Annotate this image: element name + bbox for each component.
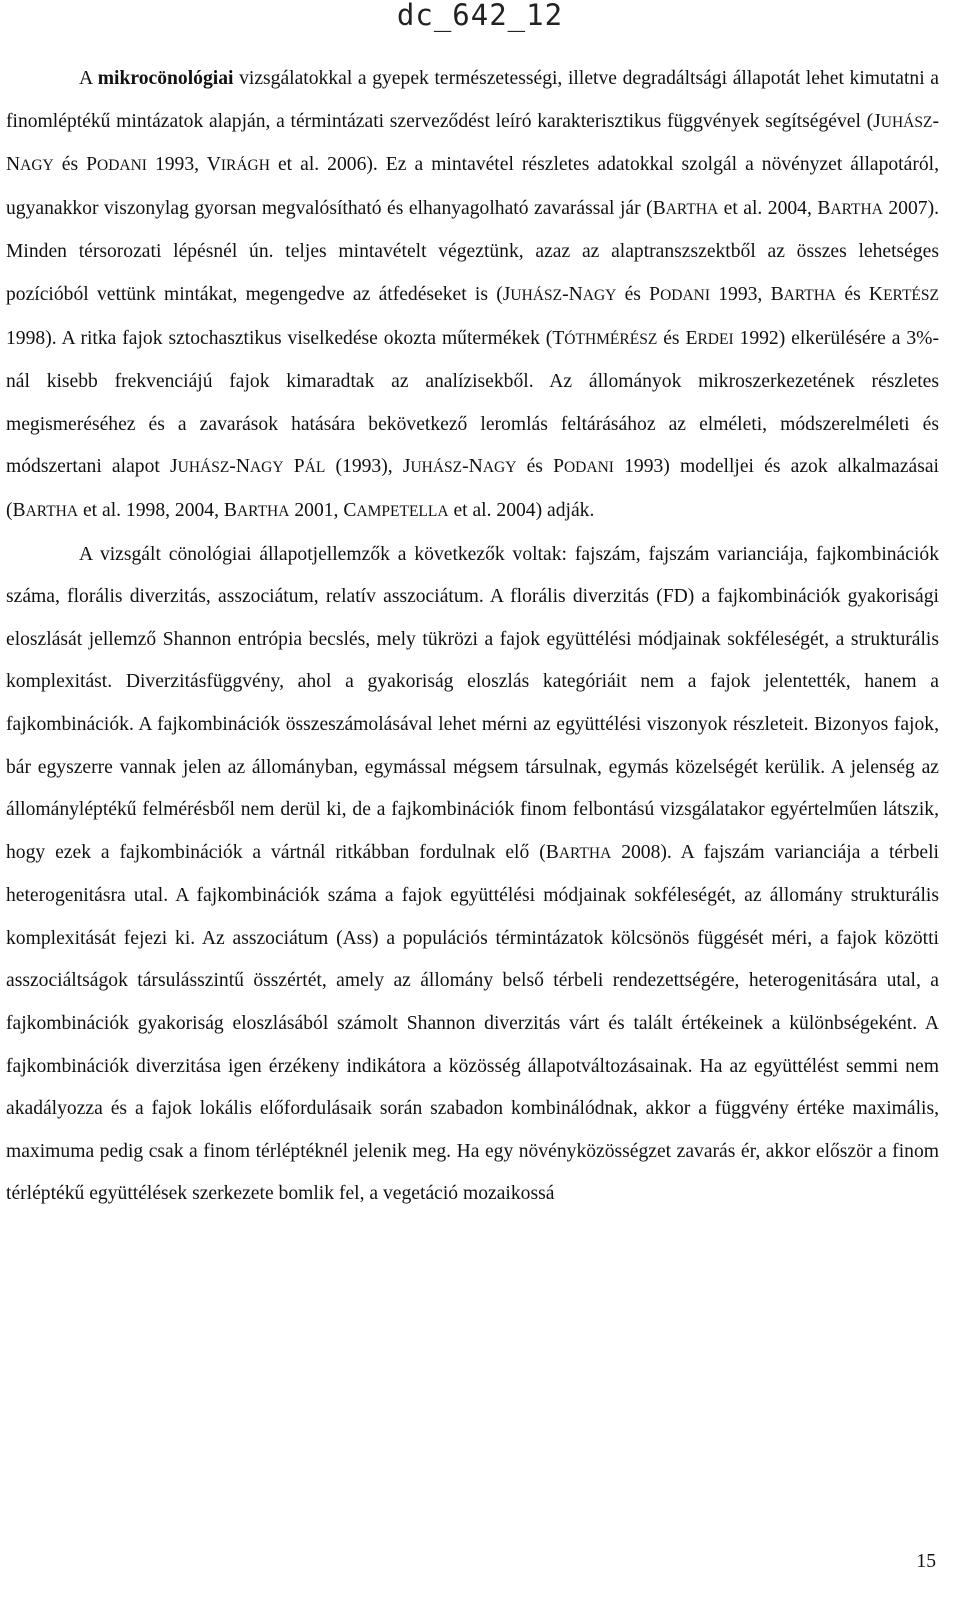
small-caps-run: ÓTHMÉRÉSZ [564, 330, 658, 348]
text-run: et al. 2004, B [718, 197, 831, 219]
text-run: 1993) modelljei és azok alkalmazásai (B [6, 456, 939, 521]
paragraph-2 [6, 534, 939, 1217]
text-run: -N [462, 456, 483, 478]
text-run: és K [836, 283, 884, 305]
paragraph-1 [6, 58, 939, 534]
text-run: és P [53, 154, 97, 176]
text-run: 1993, B [710, 283, 784, 305]
small-caps-run: AMPETELLA [356, 502, 449, 520]
text-run: A [79, 68, 98, 89]
page-number: 15 [916, 1551, 936, 1572]
text-run: 2001, C [289, 499, 357, 521]
document-id-header: dc_642_12 [396, 0, 564, 32]
small-caps-run: ÁL [304, 459, 326, 477]
text-run: 1998). A ritka fajok sztochasztikus viselkedése okozta műtermékek (T [6, 327, 565, 349]
small-caps-run: ODANI [97, 157, 147, 175]
small-caps-run: AGY [582, 286, 617, 304]
text-run: et al. 2004) adják. [448, 499, 595, 521]
small-caps-run: ARTHA [25, 502, 79, 520]
text-run: 2007). Minden térsorozati lépésnél ún. teljes mintavételt végeztünk, azaz az alaptranszszektből az összes lehetséges pozícióból vettünk mintákat, megengedve az átfedéseket is (J [6, 197, 939, 305]
small-caps-run: RDEI [697, 330, 734, 348]
small-caps-run: ARTHA [558, 844, 612, 862]
text-run: -N [229, 456, 250, 478]
bold-term: mikrocönológiai [97, 68, 234, 89]
small-caps-run: UHÁSZ [410, 459, 463, 477]
text-run: 2008). A fajszám varianciája a térbeli heterogenitásra utal. A fajkombinációk száma a fajok együttélési módjainak sokféleségét, az állomány strukturális komplexitását fejezi ki. Az asszociátum (Ass) a populációs términtázatok kölcsönös függését méri, a fajok közötti asszociáltságok társulásszintű összértét, amely az állomány belső térbeli rendezettségére, heterogenitására utal, a fajkombinációk gyakoriság eloszlásából számolt Shannon diverzitás várt és talált értékeinek a különbségeként. A fajkombinációk diverzitása igen érzékeny indikátora a közösség állapotváltozásainak. Ha az együttélést semmi nem akadályozza és a fajok lokális előfordulásaik során szabadon kombinálódnak, akkor a függvény értéke maximális, maximuma pedig csak a finom térléptéknél jelenik meg. Ha egy növényközösségzet zavarás ér, akkor először a finom térléptékű együttélések szerkezete bomlik fel, a vegetáció mozaikossá [6, 841, 939, 1205]
small-caps-run: ARTHA [783, 286, 837, 304]
small-caps-run: UHÁSZ [880, 113, 933, 131]
text-run: P [283, 456, 305, 478]
text-run: és P [616, 283, 661, 305]
text-run: 1993, V [146, 154, 221, 176]
small-caps-run: ODANI [563, 459, 614, 477]
body-text [6, 58, 939, 1216]
text-run: -N [6, 110, 939, 176]
text-run: és P [516, 456, 564, 478]
small-caps-run: AGY [482, 459, 517, 477]
text-run: A vizsgált cönológiai állapotjellemzők a következők voltak: fajszám, fajszám varianciája, fajkombinációk száma, florális diverzitás, asszociátum, relatív asszociátum. A florális diverzitás (FD) a fajkombinációk gyakorisági eloszlását jellemző Shannon entrópia becslés, mely tükrözi a fajok együttélési módjainak sokféleségét, a strukturális komplexitást. Diverzitásfüggvény, ahol a gyakoriság eloszlás kategóriáit nem a fajok jelentették, hanem a fajkombinációk. A fajkombinációk összeszámolásával lehet mérni az együttélési viszonyok részleteit. Bizonyos fajok, bár egyszerre vannak jelen az állományban, egymással mégsem társulnak, egymás közelségét kerülik. A jelenség az állományléptékű felmérésből nem derül ki, de a fajkombinációk finom felbontású vizsgálatakor egyértelműen látszik, hogy ezek a fajkombinációk a vártnál ritkábban fordulnak elő (B [6, 543, 939, 863]
small-caps-run: ARTHA [830, 200, 883, 218]
text-run: (1993), J [325, 456, 411, 478]
text-run: 1992) elkerülésére a 3%-nál kisebb frekvenciájú fajok kimaradtak az analízisekből. Az állományok mikroszerkezetének részletes megismeréséhez és a zavarások hatására bekövetkező leromlás feltárásához az elméleti, módszerelméleti és módszertani alapot J [6, 327, 939, 478]
small-caps-run: UHÁSZ [177, 459, 230, 477]
small-caps-run: ARTHA [665, 200, 719, 218]
small-caps-run: ARTHA [236, 502, 290, 520]
small-caps-run: ODANI [660, 286, 710, 304]
small-caps-run: UHÁSZ [510, 286, 563, 304]
text-run: et al. 2006). Ez a mintavétel részletes adatokkal szolgál a növényzet állapotáról, ugyanakkor viszonylag gyorsan megvalósítható és elhanyagolható zavarással jár (B [6, 154, 939, 219]
small-caps-run: IRÁGH [220, 157, 270, 175]
small-caps-run: ERTÉSZ [883, 286, 939, 304]
small-caps-run: AGY [20, 157, 54, 175]
text-run: vizsgálatokkal a gyepek természetességi, illetve degradáltsági állapotát lehet kimutatni a finomléptékű mintázatok alapján, a términtázati szerveződést leíró karakterisztikus függvények segítségével (J [6, 68, 939, 132]
text-run: és E [657, 327, 698, 349]
text-run: et al. 1998, 2004, B [78, 499, 237, 521]
small-caps-run: AGY [249, 459, 284, 477]
text-run: -N [562, 283, 583, 305]
